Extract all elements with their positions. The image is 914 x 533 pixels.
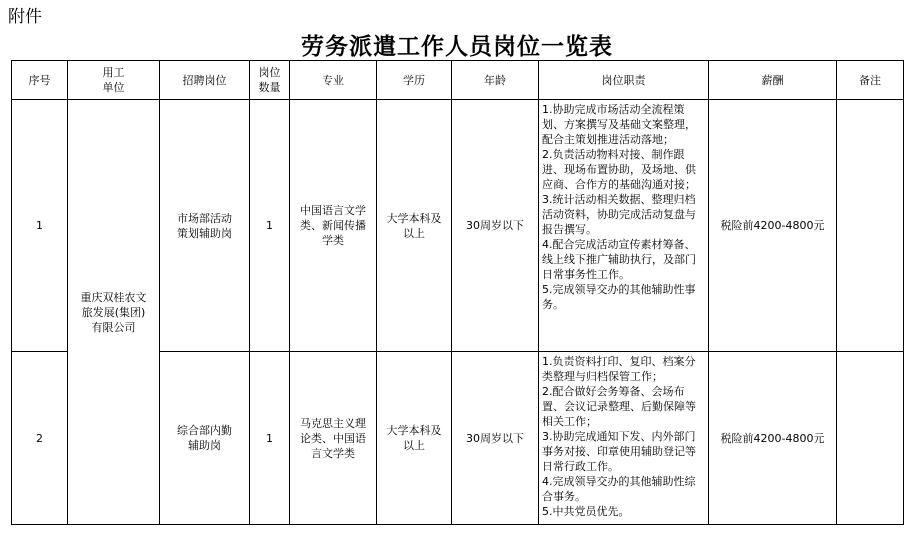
header-remarks: 备注 [837, 61, 904, 100]
duty-item: 1.负责资料打印、复印、档案分类整理与归档保管工作； [542, 355, 696, 383]
attachment-label: 附件 [8, 7, 42, 27]
table-row [12, 100, 904, 352]
header-major: 专业 [290, 61, 377, 100]
header-no: 序号 [12, 61, 68, 100]
cell-no: 2 [12, 352, 68, 525]
cell-age: 30周岁以下 [452, 352, 539, 525]
cell-no: 1 [12, 100, 68, 352]
cell-count: 1 [250, 352, 290, 525]
cell-salary: 税险前4200-4800元 [709, 352, 837, 525]
cell-age: 30周岁以下 [452, 100, 539, 352]
cell-major: 中国语言文学 类、新闻传播 学类 [290, 100, 377, 352]
header-age: 年龄 [452, 61, 539, 100]
table-header-row [12, 61, 904, 100]
header-duties: 岗位职责 [539, 61, 709, 100]
cell-salary: 税险前4200-4800元 [709, 100, 837, 352]
cell-remarks [837, 352, 904, 525]
cell-duties [539, 352, 709, 525]
header-employer: 用工 单位 [68, 61, 160, 100]
duty-item: 3.协助完成通知下发、内外部门事务对接、印章使用辅助登记等日常行政工作。 [542, 430, 696, 473]
cell-employer: 重庆双桂农文 旅发展(集团) 有限公司 [68, 100, 160, 525]
cell-duties [539, 100, 709, 352]
duty-item: 2.配合做好会务筹备、会场布置、会议记录整理、后勤保障等相关工作； [542, 385, 696, 428]
header-salary: 薪酬 [709, 61, 837, 100]
header-count: 岗位 数量 [250, 61, 290, 100]
duty-item: 4.完成领导交办的其他辅助性综合事务。 [542, 475, 696, 503]
duty-item: 1.协助完成市场活动全流程策划、方案撰写及基础文案整理，配合主策划推进活动落地； [542, 103, 696, 146]
positions-table [11, 60, 904, 525]
duty-item: 3.统计活动相关数据、整理归档活动资料，协助完成活动复盘与报告撰写。 [542, 193, 696, 236]
cell-count: 1 [250, 100, 290, 352]
header-position: 招聘岗位 [160, 61, 250, 100]
duty-item: 5.完成领导交办的其他辅助性事务。 [542, 283, 696, 311]
duty-item: 2.负责活动物料对接、制作跟进、现场布置协助，及场地、供应商、合作方的基础沟通对接； [542, 148, 696, 191]
cell-remarks [837, 100, 904, 352]
duty-item: 5.中共党员优先。 [542, 505, 630, 518]
cell-position: 市场部活动 策划辅助岗 [160, 100, 250, 352]
cell-major: 马克思主义理 论类、中国语 言文学类 [290, 352, 377, 525]
header-education: 学历 [377, 61, 452, 100]
page-title: 劳务派遣工作人员岗位一览表 [301, 33, 613, 60]
duty-item: 4.配合完成活动宣传素材筹备、线上线下推广辅助执行，及部门日常事务性工作。 [542, 238, 696, 281]
cell-education: 大学本科及 以上 [377, 352, 452, 525]
cell-position: 综合部内勤 辅助岗 [160, 352, 250, 525]
cell-education: 大学本科及 以上 [377, 100, 452, 352]
